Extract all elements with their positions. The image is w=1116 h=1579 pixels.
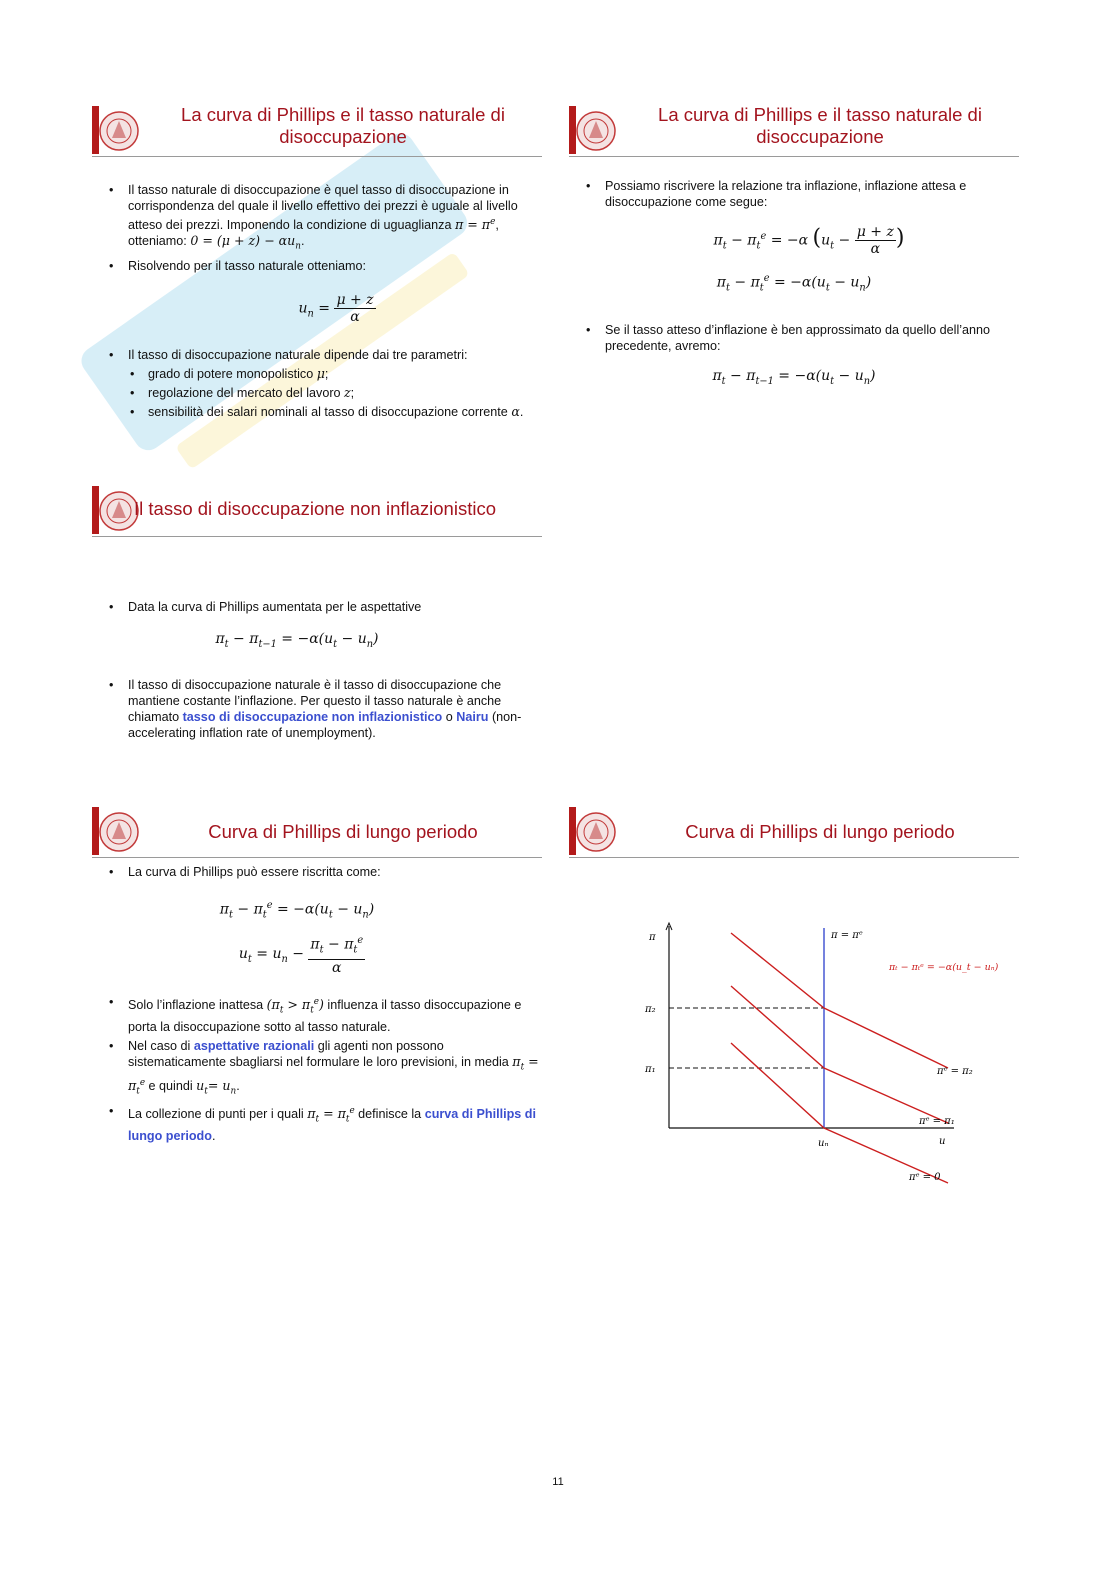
- bullet-rewrite-curve: • La curva di Phillips può essere riscritta come:: [92, 864, 542, 880]
- y-tick-label: π₂: [645, 1004, 656, 1015]
- series-label: πᵉ = 0: [909, 1172, 941, 1183]
- slide-title: Curva di Phillips di lungo periodo: [208, 821, 478, 842]
- slide-title: La curva di Phillips e il tasso naturale di disoccupazione: [181, 104, 505, 147]
- bullet-nairu-definition: • Il tasso di disoccupazione naturale è il tasso di disoccupazione che mantiene costante l’inflazione. Per questo il tasso naturale è anche chiamato tasso di disoccupazione non inflazionistico o Nairu (non-accelerating inflation rate of unemployment).: [92, 677, 542, 741]
- slide-header: [92, 805, 542, 858]
- bullet-rational-expectations: • Nel caso di aspettative razionali gli agenti non possono sistematicamente sbagliarsi nel formulare le loro previsioni, in media $\pi_t = \pi_t^e$ e quindi $u_t= u_n$.: [92, 1038, 542, 1100]
- x-axis-label: u: [939, 1136, 946, 1147]
- bullet-rewrite: • Possiamo riscrivere la relazione tra inflazione, inflazione attesa e disoccupazione come segue:: [569, 178, 1019, 210]
- bullet-parameters: • Il tasso di disoccupazione naturale dipende dai tre parametri:: [92, 347, 542, 363]
- equation-augmented: $\pi_t - \pi_{t-1} = -\alpha(u_t - u_n)$: [215, 631, 379, 650]
- slide-nairu: [92, 484, 542, 744]
- equation-expected-inflation: $\pi_t - \pi_t^e = -\alpha$ ($u_t$ − $\frac{\mu + z}{\alpha}$ ): [713, 224, 905, 257]
- sub-bullet-labour-market: • regolazione del mercato del lavoro z;: [92, 385, 542, 401]
- equation-unemployment: $u_t = u_n$ − $\frac{\pi_t - \pi_t^e}{\alpha}$: [238, 935, 364, 976]
- y-tick-label: π₁: [645, 1064, 656, 1075]
- series-line: [731, 933, 948, 1068]
- series-line: [731, 986, 948, 1123]
- university-seal-icon: [92, 805, 140, 857]
- y-axis-label: π: [649, 932, 656, 943]
- page-number: 11: [552, 1476, 564, 1488]
- university-seal-icon: [569, 104, 617, 156]
- equation-label: πₜ − πₜᵉ = −α(u_t − uₙ): [889, 962, 999, 973]
- sub-bullet-wage-sensitivity: • sensibilità dei salari nominali al tasso di disoccupazione corrente α.: [92, 404, 542, 420]
- slide-title: Il tasso di disoccupazione non inflazionistico: [134, 498, 496, 519]
- x-tick-label: uₙ: [818, 1138, 829, 1149]
- slide-title: La curva di Phillips e il tasso naturale di disoccupazione: [658, 104, 982, 147]
- series-line: [731, 1043, 948, 1183]
- bullet-augmented-curve: • Data la curva di Phillips aumentata per le aspettative: [92, 599, 542, 615]
- slide-header: [569, 104, 1019, 157]
- long-run-phillips-chart: [569, 872, 1019, 1183]
- vertical-line-label: π = πᵉ: [831, 930, 863, 941]
- series-label: πᵉ = π₂: [937, 1066, 973, 1077]
- university-seal-icon: [569, 805, 617, 857]
- bullet-adaptive: • Se il tasso atteso d’inflazione è ben approssimato da quello dell’anno precedente, avremo:: [569, 322, 1019, 354]
- equation-natural-rate-form: $\pi_t - \pi_t^e = -\alpha(u_t - u_n)$: [716, 273, 872, 294]
- bullet-unexpected-inflation: • Solo l’inflazione inattesa $(\pi_t > \pi_t^e)$ influenza il tasso disoccupazione e porta la disoccupazione sotto al tasso naturale.: [92, 994, 542, 1035]
- university-seal-icon: [92, 484, 140, 536]
- university-seal-icon: [92, 104, 140, 156]
- slide-title: Curva di Phillips di lungo periodo: [685, 821, 955, 842]
- slide-rewritten-relation: [569, 104, 1019, 404]
- equation-natural-rate: $u_n$ = $\frac{\mu + z}{\alpha}$: [298, 291, 374, 325]
- sub-bullet-monopoly: • grado di potere monopolistico μ;: [92, 366, 542, 382]
- series-label: πᵉ = π₁: [919, 1116, 955, 1127]
- bullet-solving: • Risolvendo per il tasso naturale otteniamo:: [92, 258, 542, 274]
- slide-long-run-chart: [569, 805, 1019, 1183]
- bullet-long-run-curve: • La collezione di punti per i quali $\pi_t = \pi_t^e$ definisce la curva di Phillips di lungo periodo.: [92, 1103, 542, 1144]
- equation-lagged: $\pi_t - \pi_{t-1} = -\alpha(u_t - u_n)$: [712, 368, 876, 388]
- bullet-definition: • Il tasso naturale di disoccupazione è quel tasso di disoccupazione in corrispondenza del quale il livello effettivo dei prezzi è uguale al livello atteso dei prezzi. Imponendo la condizione di uguaglianza $\pi = \pi^e$, otteniamo: $0 = (\mu + z) - \alpha u_n$.: [92, 182, 542, 255]
- slide-natural-rate: [92, 104, 542, 423]
- equation-phillips: $\pi_t - \pi_t^e = -\alpha(u_t - u_n)$: [219, 900, 375, 921]
- slide-header: [92, 484, 542, 537]
- slide-header: [92, 104, 542, 157]
- slide-long-run-text: [92, 805, 542, 1147]
- slide-header: [569, 805, 1019, 858]
